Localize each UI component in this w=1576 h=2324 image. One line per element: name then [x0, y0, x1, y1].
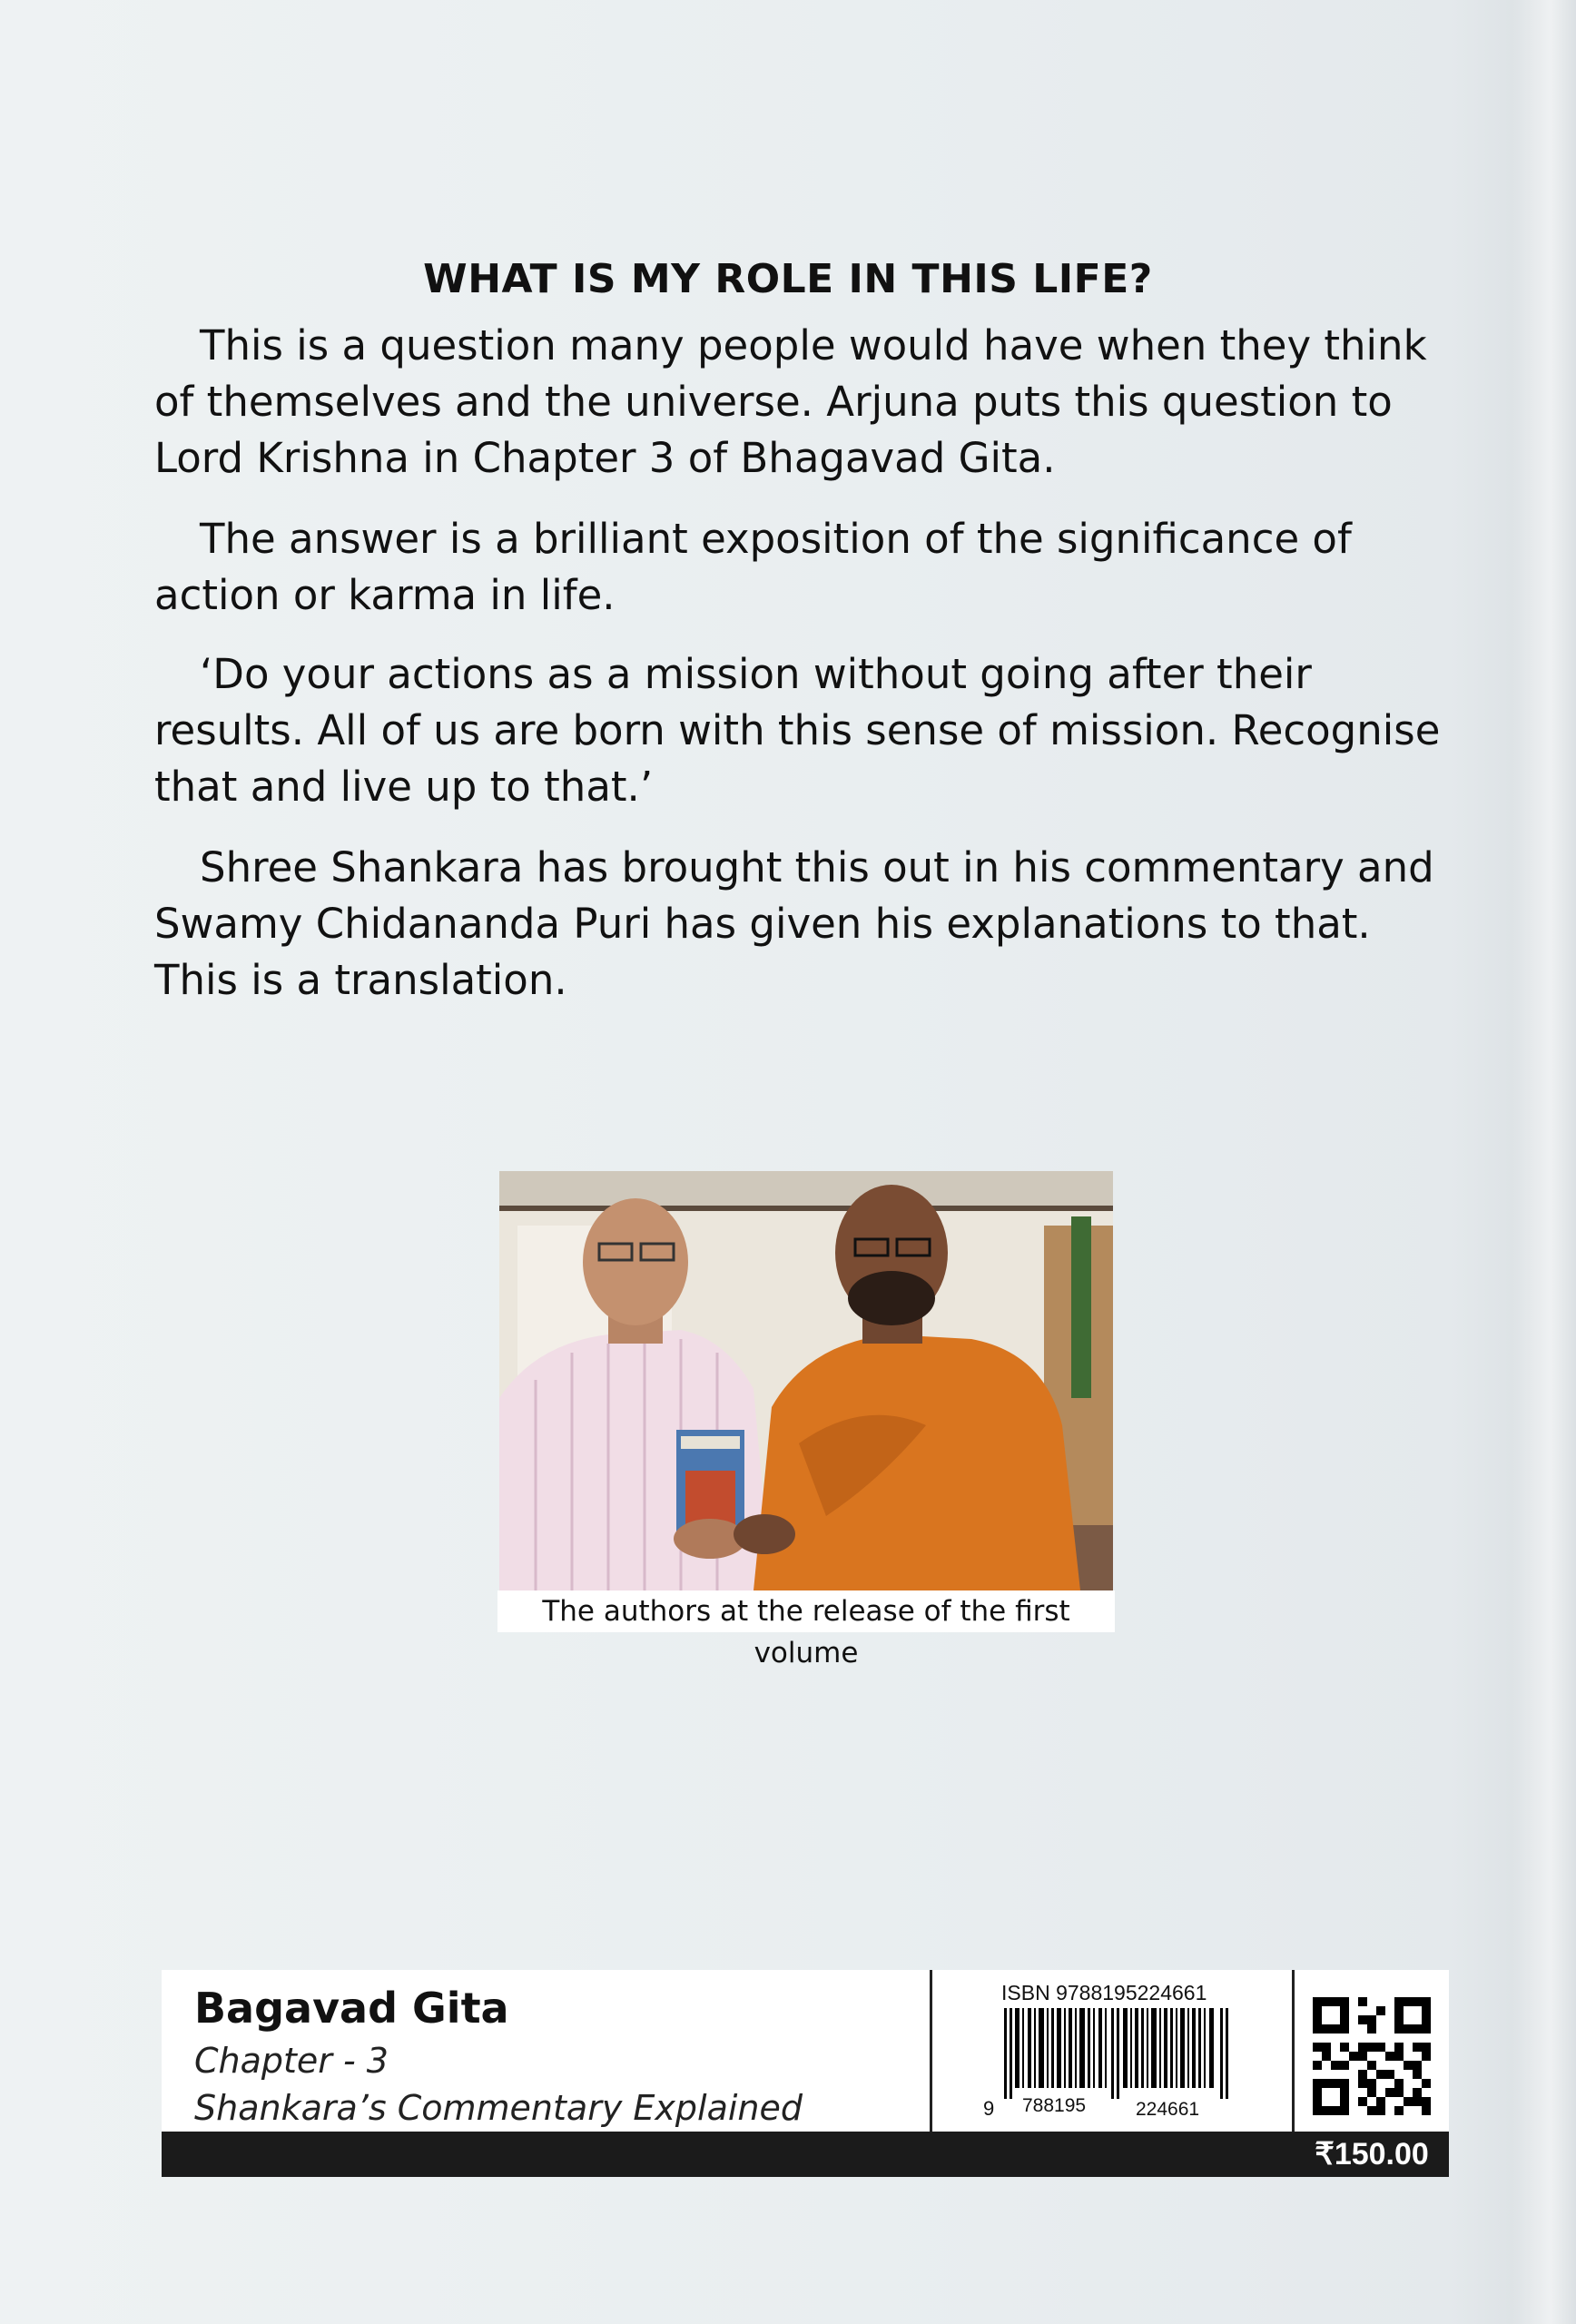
barcode-prefix: 9	[983, 2097, 995, 2120]
info-bar	[162, 2132, 1449, 2177]
book-subtitle: Shankara’s Commentary Explained	[194, 2088, 803, 2128]
isbn-barcode	[1004, 2008, 1231, 2099]
photo-caption: The authors at the release of the first volume	[497, 1590, 1115, 1632]
blurb-text-1: This is a question many people would have when they think of themselves and the universe. Arjuna puts this question to Lord Krishna in Chapter 3 of Bhagavad Gita.	[154, 321, 1427, 482]
back-cover-heading: WHAT IS MY ROLE IN THIS LIFE?	[423, 256, 1153, 302]
book-chapter: Chapter - 3	[194, 2041, 389, 2081]
book-title: Bagavad Gita	[194, 1984, 509, 2033]
blurb-paragraph-1	[154, 318, 1462, 487]
qr-code-icon	[1313, 1997, 1431, 2115]
spine-shadow	[1512, 0, 1576, 2324]
blurb-paragraph-3	[154, 646, 1462, 815]
blurb-text-3: ‘Do your actions as a mission without going after their results. All of us are born with this sense of mission. Recognise that and live up to that.’	[154, 650, 1441, 811]
blurb-paragraph-4	[154, 840, 1462, 1009]
blurb-text-2: The answer is a brilliant exposition of the significance of action or karma in life.	[154, 515, 1352, 619]
title-block	[194, 1979, 803, 2132]
authors-photo	[499, 1171, 1113, 1590]
book-info-panel	[162, 1970, 1449, 2177]
blurb-paragraph-2	[154, 511, 1462, 624]
isbn-label: ISBN 9788195224661	[1001, 1981, 1207, 2004]
price-label: ₹150.00	[1315, 2137, 1429, 2171]
barcode-group-2: 224661	[1136, 2099, 1200, 2120]
blurb-text-4: Shree Shankara has brought this out in his commentary and Swamy Chidananda Puri has given his explanations to that. This is a translation.	[154, 843, 1434, 1004]
barcode-group-1: 788195	[1022, 2095, 1087, 2116]
